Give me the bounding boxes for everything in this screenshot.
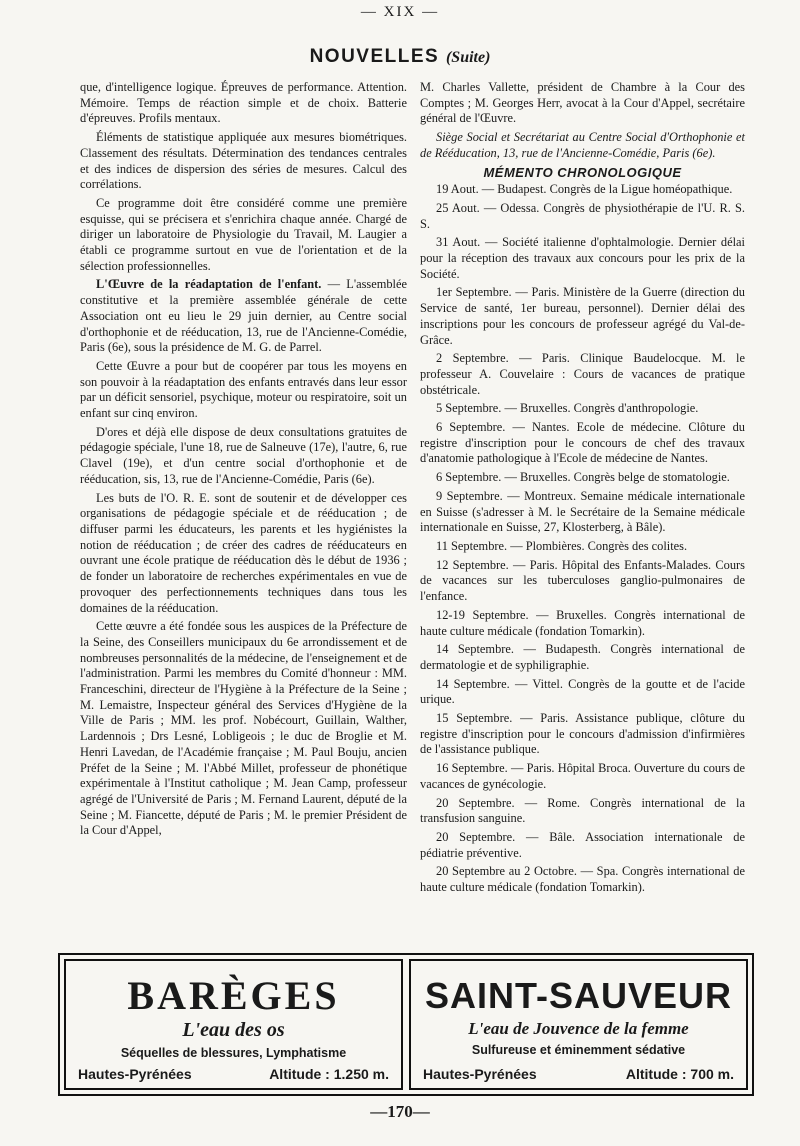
memento-event: 14 Septembre. — Budapesth. Congrès international de dermatologie et de syphiligraphie. [420,642,745,672]
paragraph: Éléments de statistique appliquée aux mesures biométriques. Classement des résultats. Détermination des tendances centrales et des indices de dispersion des séries de mesures. Calcul des corrélations. [80,130,407,192]
advert-bareges [64,959,403,1090]
memento-event: 6 Septembre. — Nantes. Ecole de médecine. Clôture du registre d'inscription pour le concours de chef des travaux d'anatomie pathologique à l'Ecole de médecine de Nantes. [420,420,745,466]
advert-description: Séquelles de blessures, Lymphatisme [120,1046,347,1060]
section-heading: L'Œuvre de la réadaptation de l'enfant. [96,277,322,292]
memento-event: 1er Septembre. — Paris. Ministère de la Guerre (direction du Service de santé, 1er bureau, personnel). Dernier délai des inscriptions pour les concours de professeur agrégé du Val-de-Grâce. [420,285,745,347]
advert-footer [78,1066,389,1082]
advert-region: Hautes-Pyrénées [78,1066,192,1082]
advert-subtitle: L'eau des os [182,1019,285,1041]
paragraph: Cette œuvre a été fondée sous les auspices de la Préfecture de la Seine, des Conseillers municipaux du 6e arrondissement et de nombreuses personnalités de la médecine, de l'enseignement et de l'administration. Parmi les membres du Comité d'honneur : MM. Franceschini, directeur de l'Hygiène à la Préfecture de la Seine ; M. Lemaistre, Inspecteur général des Services d'Hygiène de la Ville de Paris ; MM. les prof. Nobécourt, Guillain, Walther, Lardennois ; Drs Lesné, Lobligeois ; le duc de Broglie et M. Henri Lavedan, de l'Académie française ; M. Paul Bouju, ancien Préfet de la Seine ; M. l'Abbé Millet, professeur de phonétique expérimentale à l'Institut catholique ; M. Jean Camp, professeur agrégé de l'Université de Paris ; M. Fernand Laurent, député de la Seine ; M. Fiancette, député de Paris ; M. le premier Président de la Cour d'Appel, [80,619,407,838]
advertisement-area [58,953,754,1096]
memento-event: 14 Septembre. — Vittel. Congrès de la goutte et de l'acide urique. [420,676,745,707]
advert-description: Sulfureuse et éminemment sédative [471,1043,686,1057]
paragraph: que, d'intelligence logique. Épreuves de performance. Attention. Mémoire. Temps de réaction simple et de choix. Batterie d'épreuves. Profils mentaux. [80,80,407,126]
memento-event: 16 Septembre. — Paris. Hôpital Broca. Ouverture du cours de vacances de gynécologie. [420,761,745,791]
advert-altitude: Altitude : 1.250 m. [269,1066,389,1082]
memento-event: 12-19 Septembre. — Bruxelles. Congrès international de haute culture médicale (fondation Tomarkin). [420,607,745,638]
memento-event: 20 Septembre. — Rome. Congrès international de la transfusion sanguine. [420,795,745,826]
advert-footer [423,1066,734,1082]
memento-event: 20 Septembre au 2 Octobre. — Spa. Congrès international de haute culture médicale (fondation Tomarkin). [420,864,745,895]
memento-event: 9 Septembre. — Montreux. Semaine médicale internationale en Suisse (s'adresser à M. le Secrétaire de la Semaine médicale internationale en Suisse, 27, Klosterberg, à Bâle). [420,488,745,535]
right-column [420,80,745,899]
page-title [0,46,800,68]
memento-event: 25 Aout. — Odessa. Congrès de physiothérapie de l'U. R. S. S. [420,200,745,231]
advert-saint-sauveur [409,959,748,1090]
paragraph: Siège Social et Secrétariat au Centre Social d'Orthophonie et de Rééducation, 13, rue de l'Ancienne-Comédie, Paris (6e). [420,130,745,160]
paragraph: M. Charles Vallette, président de Chambre à la Cour des Comptes ; M. Georges Herr, avocat à la Cour d'Appel, secrétaire général de l'Œuvre. [420,80,745,126]
memento-event: 19 Aout. — Budapest. Congrès de la Ligue homéopathique. [436,182,733,197]
paragraph: Cette Œuvre a pour but de coopérer par tous les moyens en son pouvoir à la réadaptation des enfants entravés dans leur essor par un déficit sensoriel, psychique, moteur ou respiratoire, soit un enfant sur cinq environ. [80,358,407,421]
paragraph: Les buts de l'O. R. E. sont de soutenir et de développer ces organisations de pédagogie spéciale et de rééducation ; de diffuser parmi les éducateurs, les parents et les hygiénistes la notion de rééducation ; de créer des cadres de rééducateurs en ouvrant une école pratique de rééducation dès le début de 1936 ; de fonder un laboratoire de recherches expérimentales en vue de provoquer des perfectionnements techniques dans tous les domaines de la rééducation. [80,490,407,615]
paragraph-text: — L'assemblée constitutive et la première assemblée générale de cette Association ont eu lieu le 29 juin dernier, au Centre social d'orthophonie et de rééducation, 13, rue de l'Ancienne-Comédie, Paris (6e), sous la présidence de M. G. de Parrel. [80,277,407,355]
memento-event: 15 Septembre. — Paris. Assistance publique, clôture du registre d'inscription pour le concours d'admission d'infirmières de l'assistance publique. [420,711,745,757]
memento-event: 6 Septembre. — Bruxelles. Congrès belge de stomatologie. [436,470,730,485]
paragraph: D'ores et déjà elle dispose de deux consultations gratuites de pédagogie spéciale, l'une 18, rue de Salneuve (17e), l'autre, 6, rue Clavel (19e), et d'un centre social d'orthophonie et de rééducation, sis, 13, rue de l'Ancienne-Comédie, Paris (6e). [80,424,407,486]
memento-event: 5 Septembre. — Bruxelles. Congrès d'anthropologie. [436,401,699,416]
advert-altitude: Altitude : 700 m. [625,1066,734,1082]
advert-title: BARÈGES [127,973,340,1018]
memento-event: 20 Septembre. — Bâle. Association internationale de pédiatrie préventive. [420,829,745,860]
event-list [420,182,745,896]
memento-event: 12 Septembre. — Paris. Hôpital des Enfants-Malades. Cours de vacances sur les tuberculoses ganglio-pulmonaires de l'enfance. [420,557,745,604]
memento-event: 2 Septembre. — Paris. Clinique Baudelocque. M. le professeur A. Couvelaire : Cours de vacances de pratique obstétricale. [420,351,745,397]
advert-region: Hautes-Pyrénées [423,1066,537,1082]
title-suite: (Suite) [445,49,491,66]
page-number: —170— [370,1102,430,1121]
paragraph: Ce programme doit être considéré comme une première esquisse, qui se précisera et s'enrichira chaque année. Chargé de diriger un laboratoire de Physiologie du Travail, M. Laugier a établi ce programme surtout en vue de l'orientation et de la sélection professionnelles. [80,195,407,273]
advert-subtitle: L'eau de Jouvence de la femme [468,1019,689,1038]
memento-heading: MÉMENTO CHRONOLOGIQUE [483,164,682,180]
title-text: NOUVELLES [309,46,440,67]
paragraph [80,277,407,356]
page-roman-number: — XIX — [360,4,440,20]
memento-event: 11 Septembre. — Plombières. Congrès des colites. [436,538,688,553]
advert-title: SAINT-SAUVEUR [424,975,733,1016]
left-column [80,80,407,842]
memento-event: 31 Aout. — Société italienne d'ophtalmologie. Dernier délai pour la réception des travaux aux concours pour les prix de la Société. [420,235,745,281]
